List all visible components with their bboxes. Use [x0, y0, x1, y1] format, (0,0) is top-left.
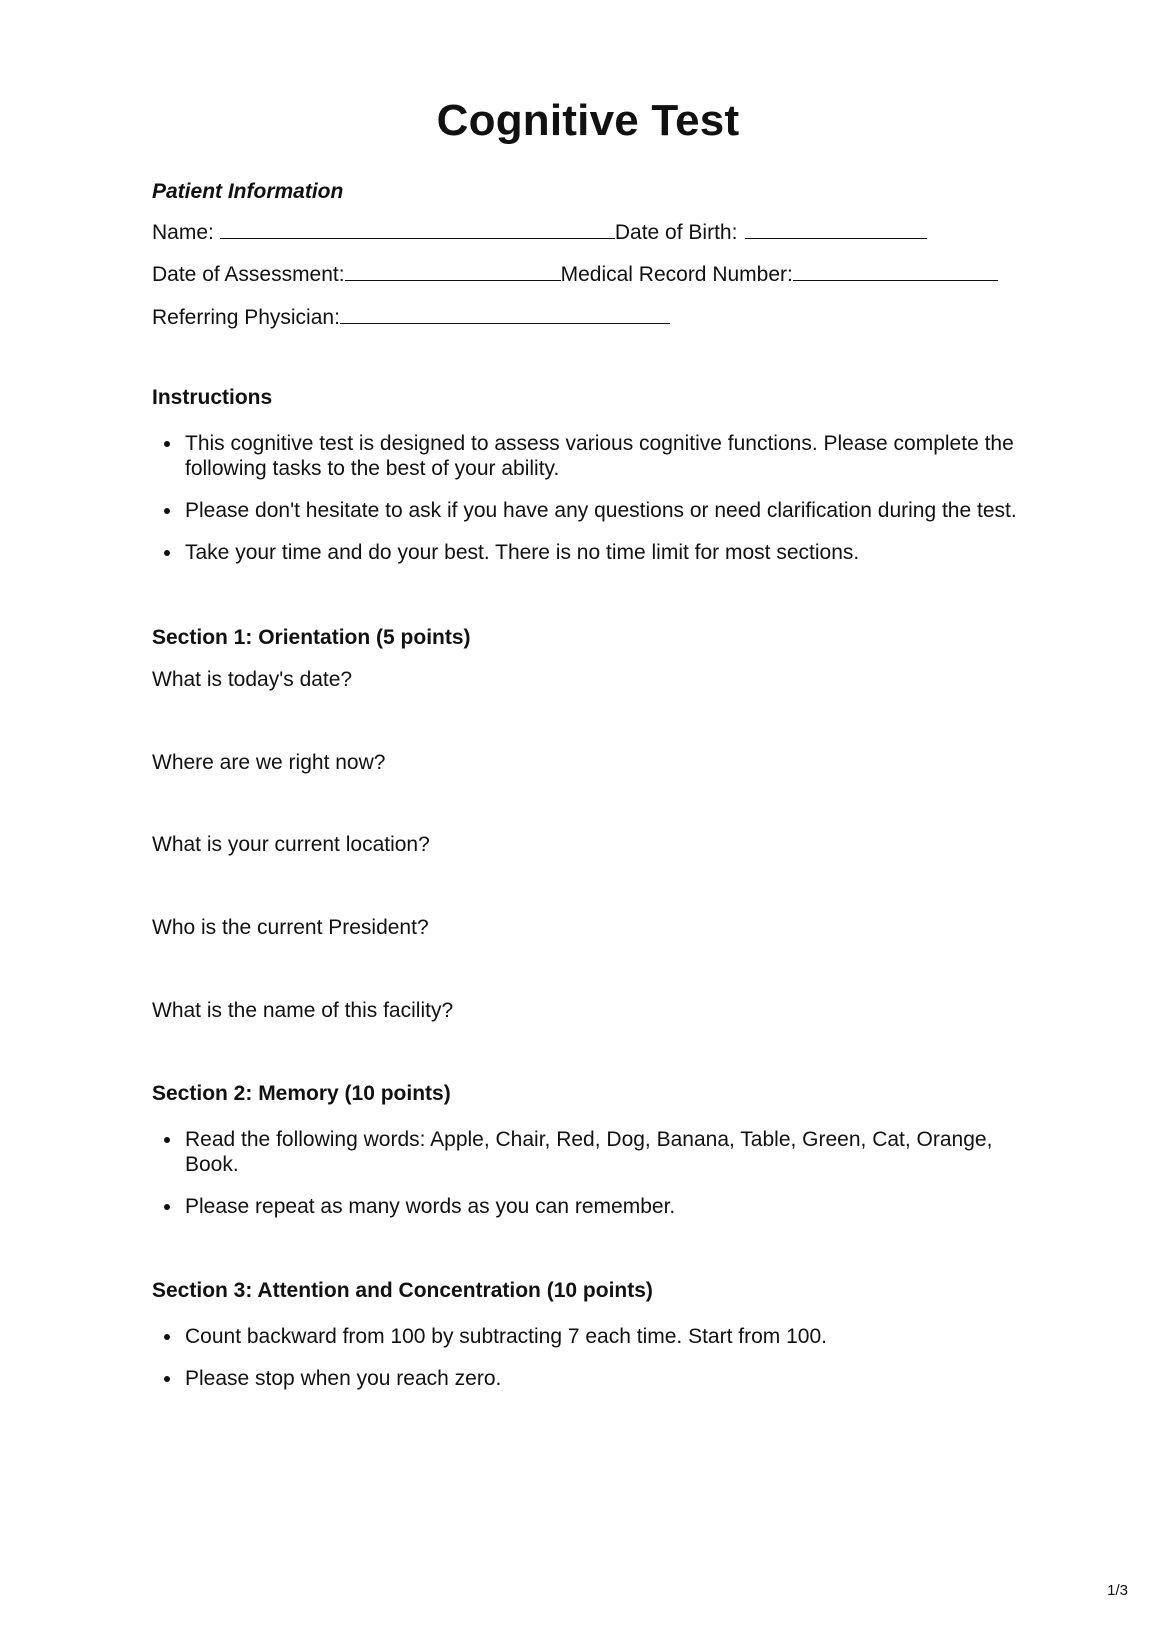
physician-field[interactable]	[340, 305, 670, 324]
name-label: Name:	[152, 221, 214, 244]
list-item: Read the following words: Apple, Chair, Red, Dog, Banana, Table, Green, Cat, Orange, Book.	[152, 1127, 1032, 1177]
orientation-question: Where are we right now?	[152, 751, 386, 774]
memory-list	[152, 1127, 1032, 1219]
orientation-question: What is the name of this facility?	[152, 999, 454, 1022]
orientation-question: What is today's date?	[152, 668, 353, 691]
bullet-icon	[164, 1204, 170, 1210]
section1-heading: Section 1: Orientation (5 points)	[152, 626, 471, 649]
section3-heading: Section 3: Attention and Concentration (10 points)	[152, 1279, 653, 1302]
physician-label: Referring Physician:	[152, 306, 340, 329]
assessment-mrn-line	[152, 262, 998, 287]
list-item: Take your time and do your best. There is no time limit for most sections.	[152, 540, 1032, 565]
section2-heading: Section 2: Memory (10 points)	[152, 1082, 451, 1105]
orientation-question: Who is the current President?	[152, 916, 429, 939]
physician-line	[152, 305, 670, 330]
dob-field[interactable]	[745, 220, 927, 239]
page-number: 1/3	[1107, 1582, 1128, 1599]
name-field[interactable]	[220, 220, 615, 239]
bullet-icon	[164, 1334, 170, 1340]
bullet-icon	[164, 550, 170, 556]
bullet-icon	[164, 508, 170, 514]
bullet-icon	[164, 1376, 170, 1382]
instructions-heading: Instructions	[152, 386, 273, 409]
document-title: Cognitive Test	[436, 96, 740, 145]
list-item: Please stop when you reach zero.	[152, 1366, 1032, 1391]
bullet-icon	[164, 1137, 170, 1143]
list-item: Please don't hesitate to ask if you have any questions or need clarification during the test.	[152, 498, 1032, 523]
bullet-icon	[164, 441, 170, 447]
dob-label: Date of Birth:	[614, 221, 738, 244]
name-dob-line	[152, 220, 927, 245]
instructions-list	[152, 431, 1032, 565]
assessment-date-label: Date of Assessment:	[152, 263, 345, 286]
orientation-question: What is your current location?	[152, 833, 430, 856]
mrn-field[interactable]	[793, 262, 998, 281]
list-item: Count backward from 100 by subtracting 7 each time. Start from 100.	[152, 1324, 1032, 1349]
assessment-date-field[interactable]	[345, 262, 561, 281]
list-item: Please repeat as many words as you can remember.	[152, 1194, 1032, 1219]
patient-information-heading: Patient Information	[152, 180, 344, 203]
mrn-label: Medical Record Number:	[560, 263, 793, 286]
list-item: This cognitive test is designed to assess various cognitive functions. Please complete the following tasks to the best of your ability.	[152, 431, 1032, 481]
attention-list	[152, 1324, 1032, 1391]
